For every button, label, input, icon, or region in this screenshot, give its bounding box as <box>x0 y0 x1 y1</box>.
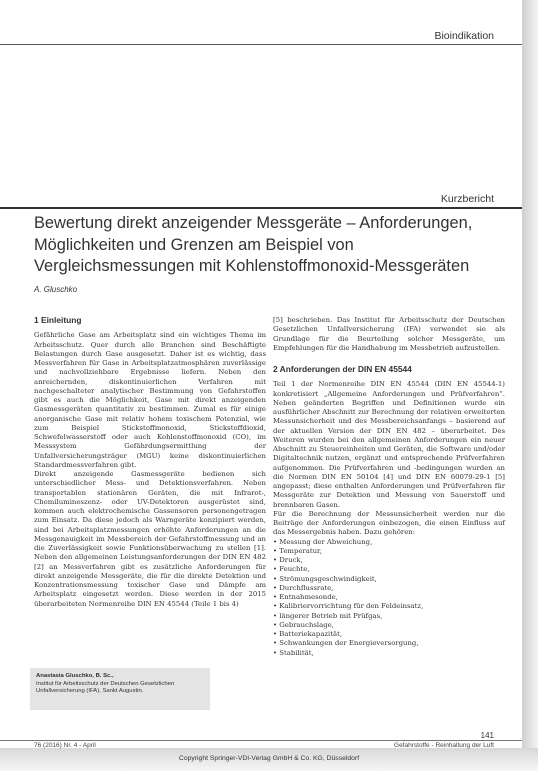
paragraph-requirements-1: Teil 1 der Normenreihe DIN EN 45544 (DIN EN 45544-1) konkretisiert „Allgemeine Anforderungen und Prüfverfahren“. Neben geänderten Begriffen und Definitionen wurde ein ausführlicher Abschnitt zur Berechnung der relativen erweiterten Messunsicherheit und des Messbereichsanfangs – basierend auf der aktuellen Version der DIN EN 482 – überarbeitet. Des Weiteren wurden bei den allgemeinen Anforderungen ein neuer Abschnitt zu Steuereinheiten und Geräten, die Software und/oder Digitaltechnik nutzen, ergänzt und entsprechende Prüfverfahren aufgenommen. Die Prüfverfahren und -bedingungen wurden an die Normen DIN EN 50104 [4] und DIN EN 60079-29-1 [5] angepasst; diese enthalten Anforderungen und Prüfverfahren für Messgeräte zur Detektion und Messung von Sauerstoff und brennbaren Gasen. <box>273 380 505 509</box>
list-item: • Strömungsgeschwindigkeit, <box>273 575 505 584</box>
list-item: • Messung der Abweichung, <box>273 538 505 547</box>
left-column <box>34 316 266 609</box>
copyright-notice: Copyright Springer-VDI-Verlag GmbH & Co. KG, Düsseldorf <box>178 755 360 762</box>
list-item: • Stabilität, <box>273 649 505 658</box>
list-item: • längerer Betrieb mit Prüfgas, <box>273 612 505 621</box>
list-item: • Entnahmesonde, <box>273 593 505 602</box>
affiliation-line-2: Unfallversicherung (IFA), Sankt Augustin. <box>36 688 144 695</box>
requirements-list <box>273 538 505 658</box>
page-number: 141 <box>480 731 494 740</box>
list-item: • Druck, <box>273 556 505 565</box>
category-label: Kurzbericht <box>440 193 494 205</box>
paragraph-intro-2: Direkt anzeigende Gasmessgeräte bedienen sich unterschiedlicher Mess- und Detektionsverfahren. Neben transportablen stationären Geräten, die mit Infrarot-, Chemilumineszenz- oder UV-Detektoren ausgerüstet sind, kommen auch elektrochemische Gassensoren personengetragen zum Einsatz. Da diese jedoch als Warngeräte konzipiert werden, sind bei Arbeitsplatzmessungen erhöhte Anforderungen an die Messgenauigkeit im Messbereich der Gefahrstoffmessung und an die Zuverlässigkeit sowie Funktionsüberwachung zu stellen [1]. Neben den allgemeinen Leistungsanforderungen der DIN EN 482 [2] an Messverfahren gibt es zusätzliche Anforderungen für direkt anzeigende Messgeräte, die für die direkte Detektion und Konzentrationsmessung toxischer Gase und Dämpfe am Arbeitsplatz eingesetzt werden. Diese werden in der 2015 überarbeiteten Normenreihe DIN EN 45544 (Teile 1 bis 4) <box>34 470 266 608</box>
list-item: • Schwankungen der Energieversorgung, <box>273 639 505 648</box>
article-title: Bewertung direkt anzeigender Messgeräte – Anforderungen, Möglichkeiten und Grenzen am Beispiel von Vergleichsmessungen mit Kohlenstoffmonoxid-Messgeräten <box>34 214 473 275</box>
list-item: • Feuchte, <box>273 565 505 574</box>
footer-rule <box>0 740 522 741</box>
affiliation-name: Anastasia Gluschko, B. Sc., <box>36 673 114 679</box>
section-label: Bioindikation <box>434 30 494 42</box>
paragraph-continued: [5] beschrieben. Das Institut für Arbeitsschutz der Deutschen Gesetzlichen Unfallversicherung (IFA) verwendet sie als Grundlage für die Beurteilung solcher Messgeräte, um Empfehlungen für die Handhabung im Messbetrieb aufzustellen. <box>273 316 505 352</box>
author-affiliation-box <box>30 668 210 710</box>
footer-issue: 76 (2016) Nr. 4 - April <box>34 742 96 749</box>
header-rule <box>0 44 522 45</box>
list-item: • Batteriekapazität, <box>273 630 505 639</box>
right-column <box>273 316 505 658</box>
footer-journal: Gefahrstoffe - Reinhaltung der Luft <box>394 742 494 749</box>
paragraph-requirements-2: Für die Berechnung der Messunsicherheit werden nur die Beiträge der Anforderungen einbezogen, die einen Einfluss auf das Messergebnis haben. Dazu gehören: <box>273 509 505 537</box>
list-item: • Gebrauchslage, <box>273 621 505 630</box>
list-item: • Kalibriervorrichtung für den Feldeinsatz, <box>273 602 505 611</box>
paragraph-intro-1: Gefährliche Gase am Arbeitsplatz sind ein wichtiges Thema im Arbeitsschutz. Quer durch alle Branchen sind Beschäftigte Belastungen durch Gase ausgesetzt. Daher ist es wichtig, dass Messverfahren für Gase in Arbeitsplatzatmosphären zuverlässige und nachvollziehbare Ergebnisse liefern. Neben den anreichernden, diskontinuierlichen Verfahren mit nachgeschalteter analytischer Bestimmung von Gefahrstoffen gibt es auch die Möglichkeit, Gase mit direkt anzeigenden Gasmessgeräten quantitativ zu bestimmen. Zumal es für einige anorganische Gase mit relativ hohem toxischem Potenzial, wie zum Beispiel Stickstoffmonoxid, Stickstoffdioxid, Schwefelwasserstoff oder auch Kohlenstoffmonoxid (CO), im Messsystem Gefährdungsermittlung der Unfallversicherungsträger (MGU) keine diskontinuierlichen Standardmessverfahren gibt. <box>34 331 266 469</box>
page-shadow-right <box>522 0 538 771</box>
list-item: • Temperatur, <box>273 547 505 556</box>
list-item: • Durchflussrate, <box>273 584 505 593</box>
section-heading-2: 2 Anforderungen der DIN EN 45544 <box>273 364 412 374</box>
section-heading-1: 1 Einleitung <box>34 315 82 325</box>
category-rule <box>0 207 522 209</box>
article-author: A. Gluschko <box>34 285 78 294</box>
affiliation-line-1: Institut für Arbeitsschutz der Deutschen Gesetzlichen <box>36 680 175 687</box>
